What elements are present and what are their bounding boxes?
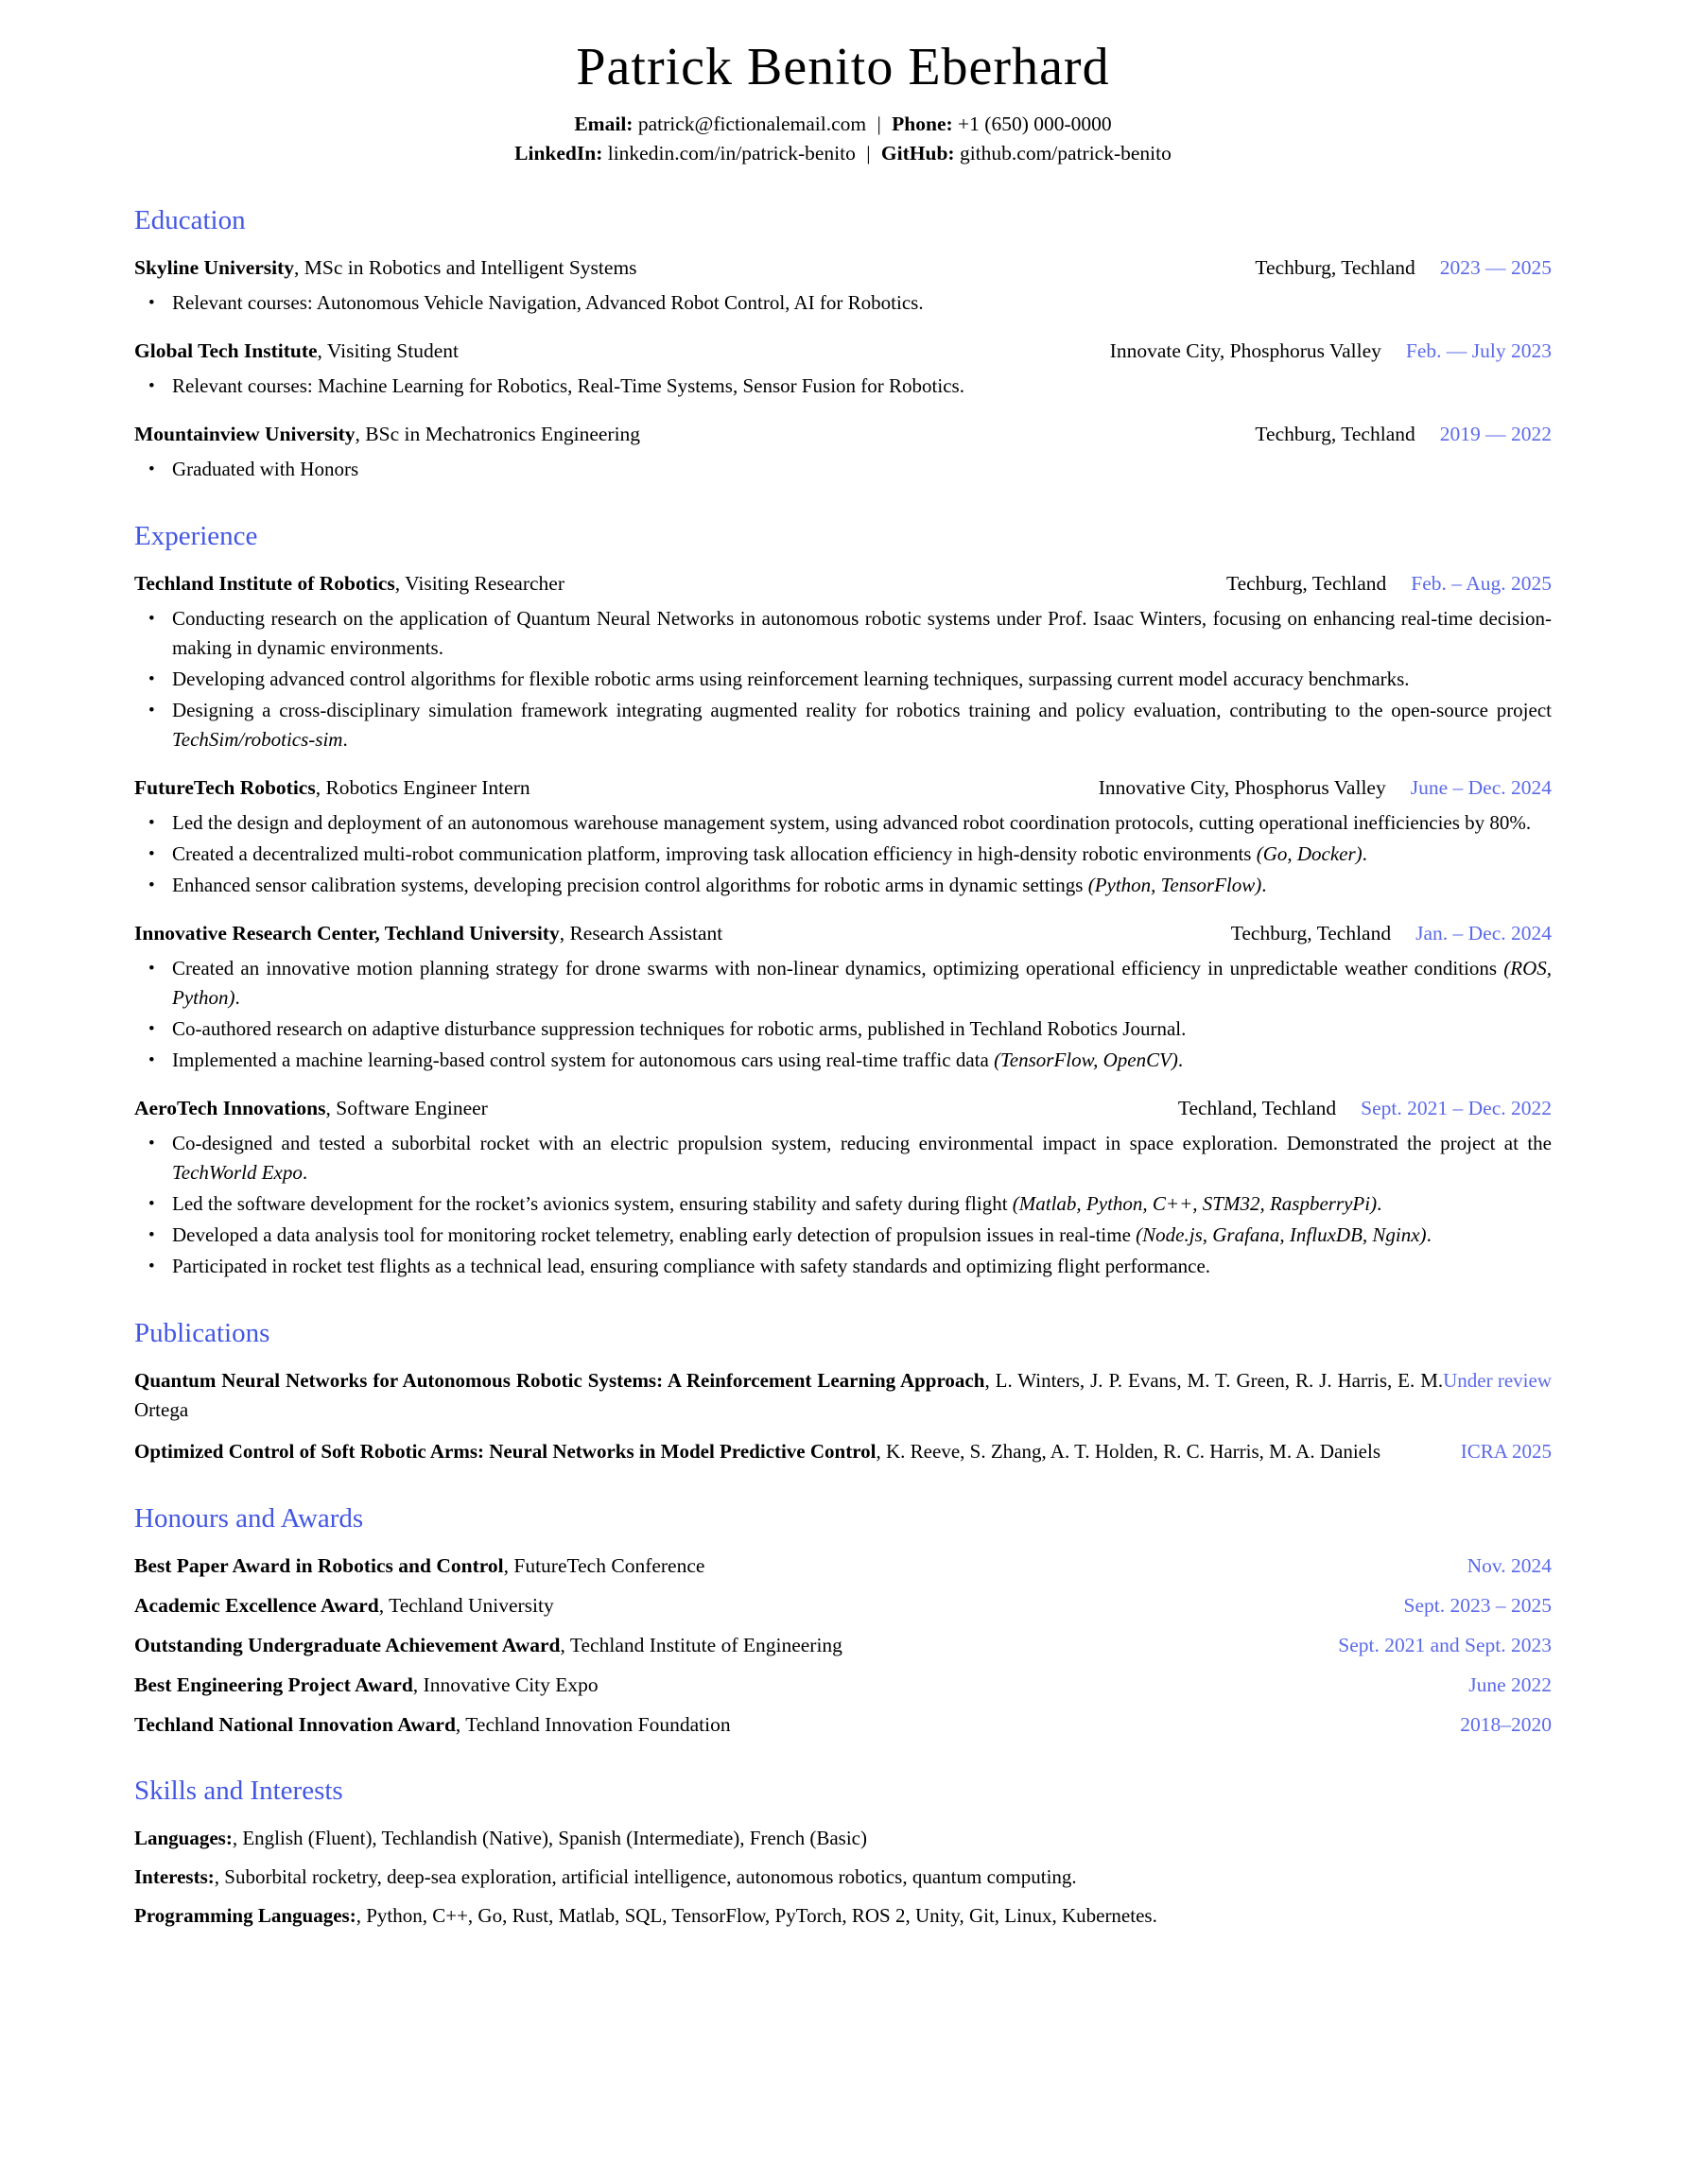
publication-status: Under review [1443, 1369, 1552, 1392]
bullet-item [148, 1189, 1552, 1219]
bullet-icon [148, 840, 172, 869]
section-skills [134, 1775, 1552, 1931]
bullet-text: Co-designed and tested a suborbital rocket with an electric propulsion system, reducing environmental impact in space exploration. Demonstrated the project at the TechWorld Expo. [172, 1132, 1552, 1184]
bullet-list [134, 604, 1552, 754]
entry-header [134, 420, 1552, 448]
email-label: Email: [574, 113, 634, 135]
award-date: Sept. 2023 – 2025 [1403, 1594, 1552, 1617]
award-date: June 2022 [1468, 1673, 1552, 1696]
entry-right [1255, 253, 1552, 282]
award-text [134, 1551, 704, 1580]
bullet-item [148, 808, 1552, 838]
bullet-text: Created an innovative motion planning strategy for drone swarms with non-linear dynamics, optimizing operational efficiency in unpredictable weather conditions (ROS, Python). [172, 957, 1552, 1009]
skill-text: , English (Fluent), Techlandish (Native), Spanish (Intermediate), French (Basic) [232, 1827, 867, 1849]
award-title: Best Engineering Project Award [134, 1673, 413, 1696]
bullet-text: Developed a data analysis tool for monitoring rocket telemetry, enabling early detection of propulsion issues in real-time (Node.js, Grafana, InfluxDB, Nginx). [172, 1223, 1432, 1246]
section-experience [134, 520, 1552, 1281]
linkedin-value: linkedin.com/in/patrick-benito [607, 142, 856, 165]
bullet-text: Led the software development for the rocket’s avionics system, ensuring stability and safety during flight (Matlab, Python, C++, STM32, RaspberryPi). [172, 1192, 1382, 1215]
entry-detail: , Software Engineer [325, 1097, 488, 1119]
entry-location: Innovative City, Phosphorus Valley [1098, 776, 1386, 799]
skill-label: Programming Languages: [134, 1904, 356, 1927]
bullet-icon [148, 1221, 172, 1250]
entry-detail: , MSc in Robotics and Intelligent Systems [294, 256, 637, 279]
entry-right [1110, 337, 1552, 365]
bullet-text: Relevant courses: Machine Learning for Robotics, Real-Time Systems, Sensor Fusion for Robotics. [172, 374, 964, 397]
publication-authors: , K. Reeve, S. Zhang, A. T. Holden, R. C. Harris, M. A. Daniels [876, 1440, 1381, 1463]
award-date: Nov. 2024 [1467, 1554, 1552, 1577]
education-entry [134, 337, 1552, 401]
bullet-list [134, 808, 1552, 900]
award-text [134, 1671, 599, 1699]
entry-right [1255, 420, 1552, 448]
bullet-list [134, 1129, 1552, 1281]
bullet-list [134, 455, 1552, 484]
publication-authors: , L. Winters, J. P. Evans, M. T. Green, R. J. Harris, E. M. Ortega [134, 1369, 1444, 1421]
award-org: , Techland University [378, 1594, 554, 1617]
github-value: github.com/patrick-benito [959, 142, 1172, 165]
entry-location: Techburg, Techland [1225, 572, 1387, 595]
bullet-list [134, 954, 1552, 1075]
phone-value: +1 (650) 000-0000 [958, 113, 1112, 135]
skill-line [134, 1863, 1552, 1892]
entry-name: Mountainview University [134, 423, 356, 445]
publications-section-title: Publications [134, 1318, 270, 1348]
entry-location: Innovate City, Phosphorus Valley [1109, 339, 1381, 362]
contact-line-2 [134, 139, 1552, 168]
bullet-icon [148, 696, 172, 754]
bullet-text: Created a decentralized multi-robot communication platform, improving task allocation efficiency in high-density robotic environments (Go, Docker). [172, 842, 1367, 865]
bullet-text: Conducting research on the application of Quantum Neural Networks in autonomous robotic systems under Prof. Isaac Winters, focusing on enhancing real-time decision-making in dynamic environments. [172, 607, 1552, 659]
entry-name: Global Tech Institute [134, 339, 318, 362]
entry-location: Techburg, Techland [1230, 922, 1392, 945]
award-org: , Innovative City Expo [412, 1673, 599, 1696]
bullet-icon [148, 1014, 172, 1044]
skill-text: , Suborbital rocketry, deep-sea exploration, artificial intelligence, autonomous robotics, quantum computing. [214, 1865, 1077, 1888]
entry-title [134, 919, 722, 947]
bullet-text: Relevant courses: Autonomous Vehicle Navigation, Advanced Robot Control, AI for Robotics. [172, 291, 924, 314]
bullet-text: Co-authored research on adaptive disturbance suppression techniques for robotic arms, published in Techland Robotics Journal. [172, 1017, 1187, 1040]
bullet-icon [148, 1046, 172, 1075]
linkedin-label: LinkedIn: [514, 142, 603, 165]
honours-section-title: Honours and Awards [134, 1503, 364, 1534]
bullet-list [134, 372, 1552, 401]
publication-title: Quantum Neural Networks for Autonomous Robotic Systems: A Reinforcement Learning Approach [134, 1369, 985, 1392]
entry-header [134, 919, 1552, 947]
bullet-item [148, 871, 1552, 900]
bullet-item [148, 288, 1552, 318]
skill-label: Interests: [134, 1865, 215, 1888]
entry-right [1231, 919, 1552, 947]
contact-line-1 [134, 110, 1552, 139]
award-title: Best Paper Award in Robotics and Control [134, 1554, 504, 1577]
skill-line [134, 1824, 1552, 1853]
entry-right [1099, 773, 1552, 802]
skill-line [134, 1901, 1552, 1931]
experience-section-title: Experience [134, 521, 258, 551]
resume-name: Patrick Benito Eberhard [576, 38, 1110, 96]
award-title: Academic Excellence Award [134, 1594, 379, 1617]
section-honours [134, 1502, 1552, 1739]
entry-title [134, 569, 564, 598]
bullet-item [148, 696, 1552, 754]
award-row [134, 1591, 1552, 1620]
entry-header [134, 569, 1552, 598]
entry-date: 2019 — 2022 [1439, 423, 1552, 445]
bullet-item [148, 604, 1552, 663]
bullet-item [148, 455, 1552, 484]
entry-date: Feb. — July 2023 [1405, 339, 1552, 362]
entry-title [134, 420, 640, 448]
bullet-text: Implemented a machine learning-based control system for autonomous cars using real-time traffic data (TensorFlow, OpenCV). [172, 1049, 1184, 1071]
award-org: , FutureTech Conference [503, 1554, 705, 1577]
entry-right [1226, 569, 1552, 598]
bullet-icon [148, 954, 172, 1013]
award-date: Sept. 2021 and Sept. 2023 [1338, 1634, 1552, 1656]
award-org: , Techland Institute of Engineering [560, 1634, 842, 1656]
experience-entry [134, 773, 1552, 900]
email-value: patrick@fictionalemail.com [637, 113, 867, 135]
entry-header [134, 337, 1552, 365]
entry-name: Innovative Research Center, Techland University [134, 922, 560, 945]
bullet-item [148, 1046, 1552, 1075]
entry-detail: , Visiting Student [317, 339, 459, 362]
entry-header [134, 253, 1552, 282]
entry-name: Techland Institute of Robotics [134, 572, 395, 595]
award-row [134, 1671, 1552, 1699]
education-entry [134, 253, 1552, 318]
experience-entry [134, 569, 1552, 754]
entry-detail: , Visiting Researcher [394, 572, 564, 595]
entry-title [134, 1094, 488, 1122]
bullet-item [148, 1221, 1552, 1250]
entry-detail: , BSc in Mechatronics Engineering [355, 423, 641, 445]
resume-header [134, 38, 1552, 168]
bullet-text: Developing advanced control algorithms for flexible robotic arms using reinforcement learning techniques, surpassing current model accuracy benchmarks. [172, 667, 1410, 690]
github-label: GitHub: [880, 142, 955, 165]
entry-name: AeroTech Innovations [134, 1097, 326, 1119]
entry-header [134, 1094, 1552, 1122]
bullet-icon [148, 455, 172, 484]
award-row [134, 1710, 1552, 1739]
award-text [134, 1710, 731, 1739]
contact-separator: | [866, 142, 871, 165]
publication-status: ICRA 2025 [1460, 1440, 1552, 1463]
publication-item [134, 1437, 1552, 1466]
entry-name: FutureTech Robotics [134, 776, 316, 799]
publication-item [134, 1366, 1552, 1425]
award-date: 2018–2020 [1460, 1713, 1552, 1736]
bullet-icon [148, 1252, 172, 1281]
entry-name: Skyline University [134, 256, 295, 279]
bullet-text: Designing a cross-disciplinary simulation framework integrating augmented reality for robotics training and policy evaluation, contributing to the open-source project TechSim/robotics-sim. [172, 699, 1552, 751]
award-text [134, 1591, 554, 1620]
award-title: Outstanding Undergraduate Achievement Award [134, 1634, 561, 1656]
entry-header [134, 773, 1552, 802]
bullet-text: Enhanced sensor calibration systems, developing precision control algorithms for robotic arms in dynamic settings (Python, TensorFlow). [172, 874, 1267, 896]
section-education [134, 204, 1552, 484]
bullet-item [148, 1014, 1552, 1044]
bullet-item [148, 1252, 1552, 1281]
entry-title [134, 773, 530, 802]
entry-location: Techburg, Techland [1255, 256, 1415, 279]
bullet-item [148, 840, 1552, 869]
bullet-item [148, 665, 1552, 694]
experience-entry [134, 919, 1552, 1075]
entry-date: 2023 — 2025 [1439, 256, 1552, 279]
bullet-text: Graduated with Honors [172, 458, 359, 480]
bullet-icon [148, 665, 172, 694]
entry-right [1178, 1094, 1552, 1122]
entry-date: Sept. 2021 – Dec. 2022 [1361, 1097, 1552, 1119]
entry-detail: , Robotics Engineer Intern [315, 776, 530, 799]
entry-location: Techland, Techland [1177, 1097, 1337, 1119]
entry-title [134, 253, 637, 282]
bullet-item [148, 1129, 1552, 1187]
entry-date: Jan. – Dec. 2024 [1415, 922, 1552, 945]
entry-date: Feb. – Aug. 2025 [1411, 572, 1552, 595]
bullet-icon [148, 1189, 172, 1219]
education-section-title: Education [134, 205, 246, 235]
entry-location: Techburg, Techland [1255, 423, 1415, 445]
bullet-icon [148, 1129, 172, 1187]
skills-section-title: Skills and Interests [134, 1776, 343, 1806]
bullet-text: Participated in rocket test flights as a technical lead, ensuring compliance with safety standards and optimizing flight performance. [172, 1255, 1211, 1277]
bullet-icon [148, 604, 172, 663]
education-entry [134, 420, 1552, 484]
bullet-icon [148, 871, 172, 900]
publication-title: Optimized Control of Soft Robotic Arms: Neural Networks in Model Predictive Control [134, 1440, 877, 1463]
entry-detail: , Research Assistant [559, 922, 723, 945]
bullet-text: Led the design and deployment of an autonomous warehouse management system, using advanced robot coordination protocols, cutting operational inefficiencies by 80%. [172, 811, 1532, 834]
bullet-icon [148, 288, 172, 318]
award-org: , Techland Innovation Foundation [455, 1713, 731, 1736]
bullet-icon [148, 808, 172, 838]
entry-title [134, 337, 459, 365]
award-text [134, 1631, 842, 1659]
bullet-icon [148, 372, 172, 401]
section-publications [134, 1317, 1552, 1466]
award-title: Techland National Innovation Award [134, 1713, 456, 1736]
experience-entry [134, 1094, 1552, 1281]
bullet-item [148, 954, 1552, 1013]
skill-text: , Python, C++, Go, Rust, Matlab, SQL, TensorFlow, PyTorch, ROS 2, Unity, Git, Linux, Kubernetes. [356, 1904, 1157, 1927]
award-row [134, 1551, 1552, 1580]
skill-label: Languages: [134, 1827, 233, 1849]
phone-label: Phone: [892, 113, 953, 135]
entry-date: June – Dec. 2024 [1410, 776, 1552, 799]
award-row [134, 1631, 1552, 1659]
contact-separator: | [877, 113, 881, 135]
bullet-list [134, 288, 1552, 318]
bullet-item [148, 372, 1552, 401]
